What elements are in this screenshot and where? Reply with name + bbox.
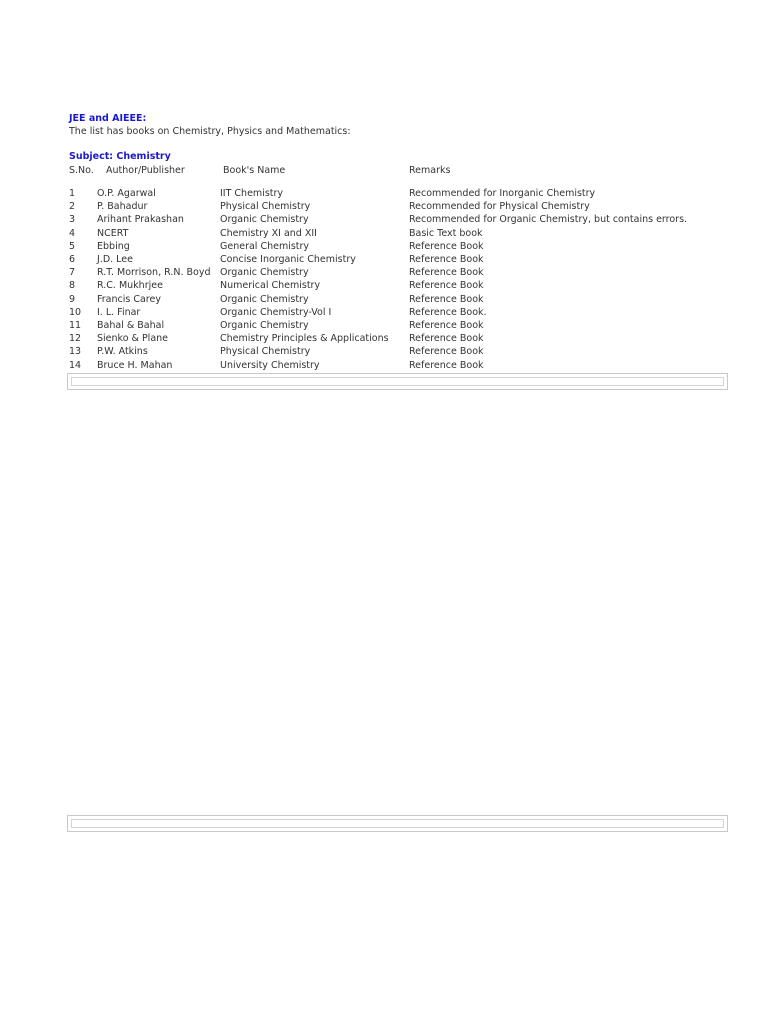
cell-book: General Chemistry [220,240,310,252]
cell-remarks: Reference Book. [409,306,487,318]
intro-text: The list has books on Chemistry, Physics and Mathematics: [69,126,351,137]
cell-author: Ebbing [97,240,130,252]
empty-box-top [67,373,728,390]
cell-book: Organic Chemistry [220,293,309,305]
cell-remarks: Reference Book [409,359,484,371]
cell-book: Numerical Chemistry [220,280,321,292]
cell-author: J.D. Lee [97,254,133,265]
cell-book: Physical Chemistry [220,346,311,358]
table-row [0,360,768,373]
table-row [0,241,768,254]
empty-box-bottom [67,815,728,832]
table-row [0,254,768,267]
cell-sno: 9 [69,293,76,305]
column-header-author: Author/Publisher [106,165,185,176]
cell-book: Organic Chemistry [220,320,309,331]
cell-book: Chemistry XI and XII [220,227,317,239]
cell-author: NCERT [97,227,129,239]
cell-author: Bahal & Bahal [97,320,165,331]
cell-sno: 3 [69,214,76,226]
cell-book: Organic Chemistry [220,267,309,279]
cell-book: Organic Chemistry-Vol I [220,306,332,318]
cell-sno: 12 [69,333,82,345]
cell-author: O.P. Agarwal [97,188,156,199]
empty-box-bottom-inner [71,819,724,828]
cell-sno: 14 [69,359,82,371]
subject-heading: Subject: Chemistry [69,151,171,162]
column-header-sno: S.No. [69,165,94,176]
cell-sno: 5 [69,240,76,252]
cell-sno: 8 [69,280,76,292]
cell-remarks: Basic Text book [409,227,483,239]
cell-sno: 2 [69,201,76,213]
cell-book: Chemistry Principles & Applications [220,333,389,345]
table-row [0,214,768,227]
cell-book: Physical Chemistry [220,201,311,213]
cell-remarks: Reference Book [409,320,484,331]
cell-sno: 13 [69,346,82,358]
cell-remarks: Reference Book [409,346,484,358]
cell-book: IIT Chemistry [220,188,284,199]
table-row [0,294,768,307]
column-header-book: Book's Name [223,165,286,176]
cell-author: Bruce H. Mahan [97,359,173,371]
table-row [0,320,768,333]
cell-sno: 1 [69,188,76,199]
cell-remarks: Reference Book [409,267,484,279]
cell-remarks: Reference Book [409,240,484,252]
cell-sno: 11 [69,320,82,331]
cell-remarks: Reference Book [409,293,484,305]
empty-box-top-inner [71,377,724,386]
cell-sno: 7 [69,267,76,279]
cell-remarks: Reference Book [409,254,484,265]
cell-sno: 4 [69,227,76,239]
cell-author: P.W. Atkins [97,346,148,358]
table-row [0,228,768,241]
cell-author: R.T. Morrison, R.N. Boyd [97,267,211,279]
table-row [0,201,768,214]
cell-book: University Chemistry [220,359,320,371]
cell-author: P. Bahadur [97,201,148,213]
cell-author: Arihant Prakashan [97,214,184,226]
table-row [0,280,768,293]
cell-sno: 6 [69,254,76,265]
column-header-remarks: Remarks [409,165,451,176]
cell-author: R.C. Mukhrjee [97,280,163,292]
cell-book: Concise Inorganic Chemistry [220,254,356,265]
table-row [0,346,768,359]
cell-author: Francis Carey [97,293,161,305]
cell-author: I. L. Finar [97,306,141,318]
cell-book: Organic Chemistry [220,214,309,226]
table-row [0,307,768,320]
cell-remarks: Reference Book [409,280,484,292]
table-row [0,267,768,280]
cell-remarks: Recommended for Physical Chemistry [409,201,590,213]
table-row [0,333,768,346]
cell-remarks: Recommended for Organic Chemistry, but contains errors. [409,214,688,226]
exam-heading: JEE and AIEEE: [69,113,147,124]
cell-remarks: Recommended for Inorganic Chemistry [409,188,596,199]
cell-remarks: Reference Book [409,333,484,345]
cell-author: Sienko & Plane [97,333,169,345]
cell-sno: 10 [69,306,82,318]
table-row [0,188,768,201]
